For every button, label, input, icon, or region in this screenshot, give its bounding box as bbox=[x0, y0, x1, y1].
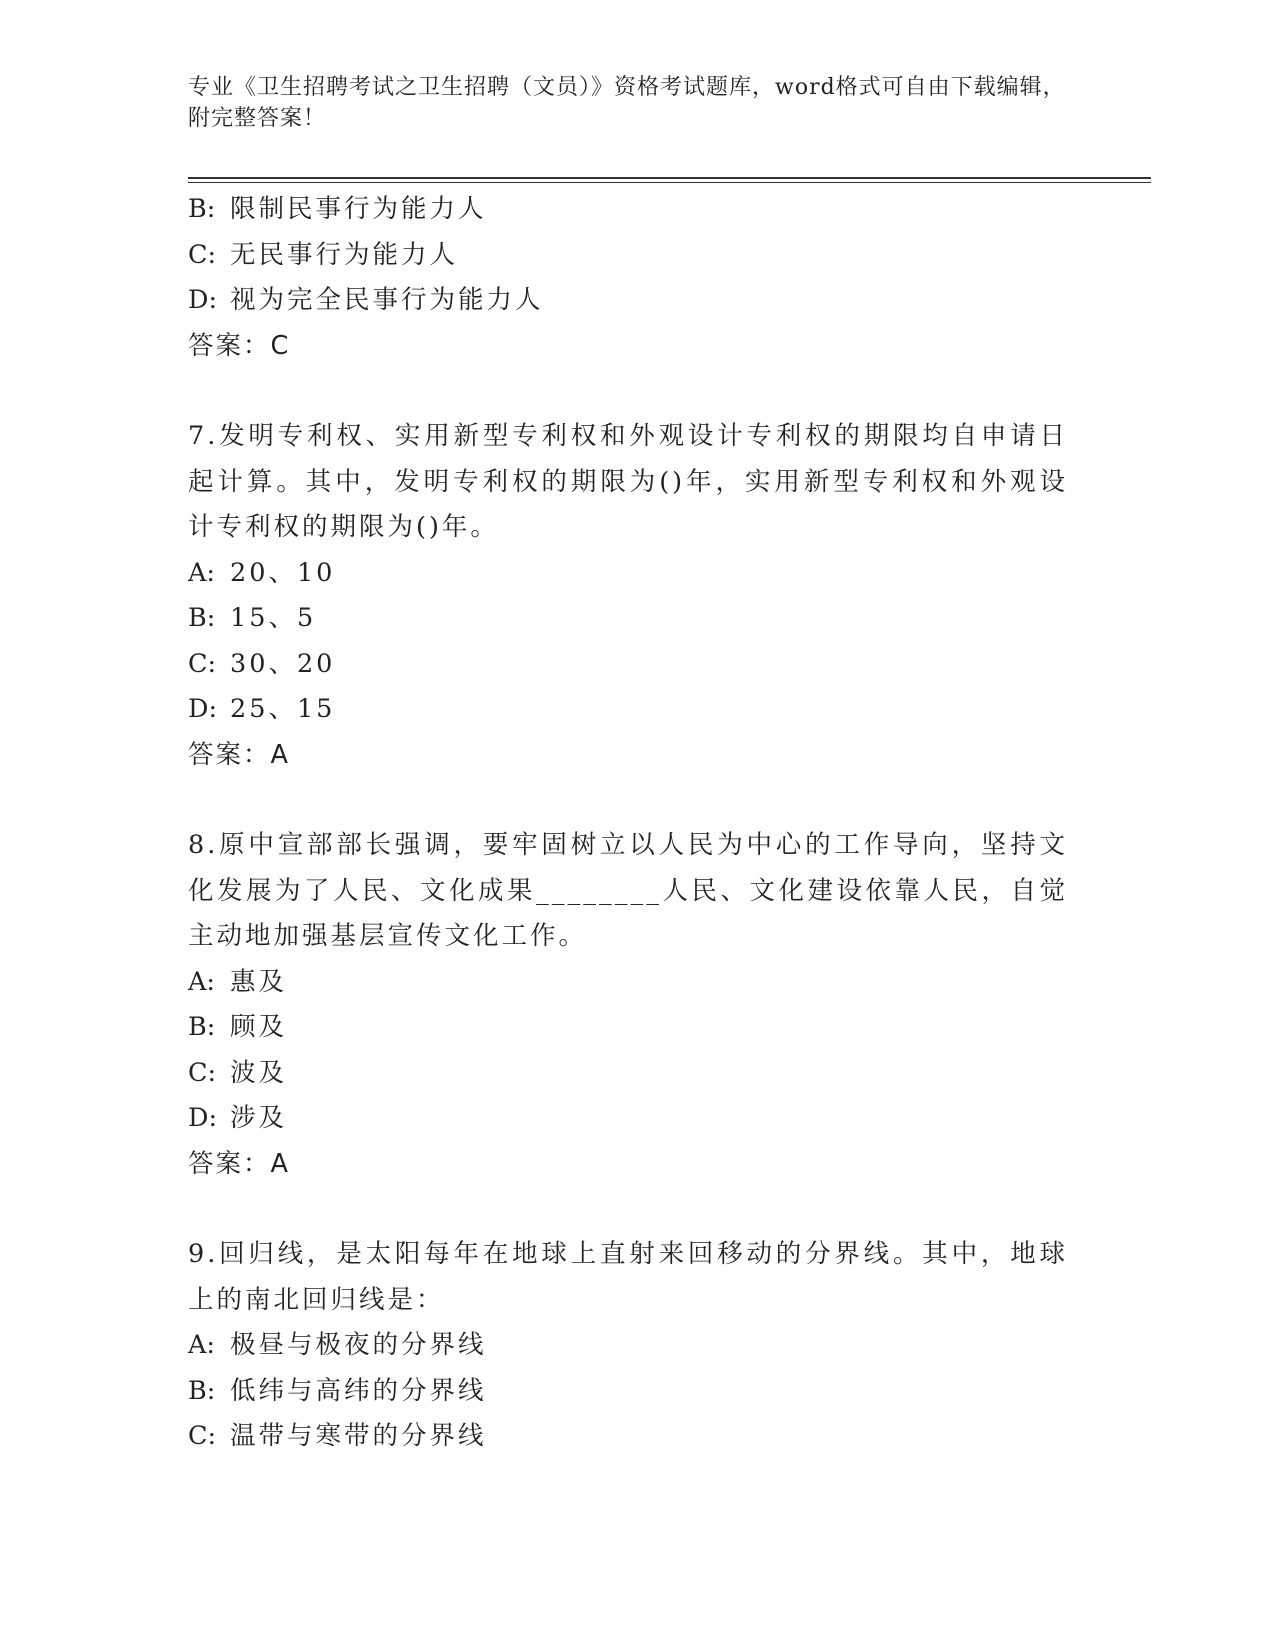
option-a bbox=[188, 1323, 1068, 1369]
page-header: 专业《卫生招聘考试之卫生招聘（文员）》资格考试题库，word格式可自由下载编辑，附完整答案！ bbox=[188, 75, 1066, 131]
option-text: 低纬与高纬的分界线 bbox=[230, 1375, 487, 1406]
header-rule-thick bbox=[188, 177, 1151, 179]
option-letter: A: bbox=[188, 966, 216, 997]
option-text: 30、20 bbox=[230, 648, 336, 679]
option-text: 无民事行为能力人 bbox=[230, 239, 459, 270]
question-9 bbox=[188, 1232, 1068, 1460]
option-text: 极昼与极夜的分界线 bbox=[230, 1330, 487, 1360]
option-letter: B: bbox=[188, 1375, 216, 1406]
option-a bbox=[188, 960, 1068, 1006]
option-text: 波及 bbox=[230, 1057, 288, 1088]
option-letter: C: bbox=[188, 1421, 217, 1451]
option-b bbox=[188, 1005, 1068, 1051]
question-text: 9.回归线，是太阳每年在地球上直射来回移动的分界线。其中，地球上的南北回归线是： bbox=[188, 1239, 1068, 1315]
option-letter: A: bbox=[188, 1330, 216, 1360]
answer-line: 答案：A bbox=[188, 1148, 290, 1179]
option-c bbox=[188, 1051, 1068, 1097]
option-b bbox=[188, 187, 1068, 233]
answer-line: 答案：A bbox=[188, 739, 290, 770]
option-text: 20、10 bbox=[230, 557, 336, 588]
question-text: 7.发明专利权、实用新型专利权和外观设计专利权的期限均自申请日起计算。其中，发明专利权的期限为()年，实用新型专利权和外观设计专利权的期限为()年。 bbox=[188, 421, 1068, 542]
option-a bbox=[188, 551, 1068, 597]
option-d bbox=[188, 1096, 1068, 1142]
document-body bbox=[188, 187, 1068, 1460]
option-c bbox=[188, 642, 1068, 688]
option-text: 涉及 bbox=[230, 1103, 288, 1133]
option-letter: B: bbox=[188, 1012, 216, 1042]
option-b bbox=[188, 596, 1068, 642]
option-text: 25、15 bbox=[230, 694, 336, 724]
option-letter: C: bbox=[188, 648, 217, 679]
option-d bbox=[188, 278, 1068, 324]
option-letter: B: bbox=[188, 194, 216, 224]
option-b bbox=[188, 1369, 1068, 1415]
option-letter: D: bbox=[188, 285, 218, 315]
question-8 bbox=[188, 823, 1068, 1187]
option-letter: C: bbox=[188, 239, 217, 270]
option-text: 限制民事行为能力人 bbox=[230, 194, 487, 224]
option-text: 惠及 bbox=[230, 966, 288, 997]
option-text: 温带与寒带的分界线 bbox=[230, 1421, 487, 1451]
option-letter: C: bbox=[188, 1057, 217, 1088]
option-c bbox=[188, 233, 1068, 279]
option-d bbox=[188, 687, 1068, 733]
header-rule-thin bbox=[188, 182, 1151, 183]
option-text: 顾及 bbox=[230, 1012, 288, 1042]
prev-question-options bbox=[188, 187, 1068, 369]
question-text: 8.原中宣部部长强调，要牢固树立以人民为中心的工作导向，坚持文化发展为了人民、文化成果________人民、文化建设依靠人民，自觉主动地加强基层宣传文化工作。 bbox=[188, 830, 1068, 951]
option-text: 视为完全民事行为能力人 bbox=[230, 285, 544, 315]
option-c bbox=[188, 1414, 1068, 1460]
option-letter: D: bbox=[188, 694, 218, 724]
option-text: 15、5 bbox=[230, 603, 317, 633]
option-letter: D: bbox=[188, 1103, 218, 1133]
option-letter: A: bbox=[188, 557, 216, 588]
question-7 bbox=[188, 414, 1068, 778]
answer-line: 答案：C bbox=[188, 330, 291, 361]
option-letter: B: bbox=[188, 603, 216, 633]
